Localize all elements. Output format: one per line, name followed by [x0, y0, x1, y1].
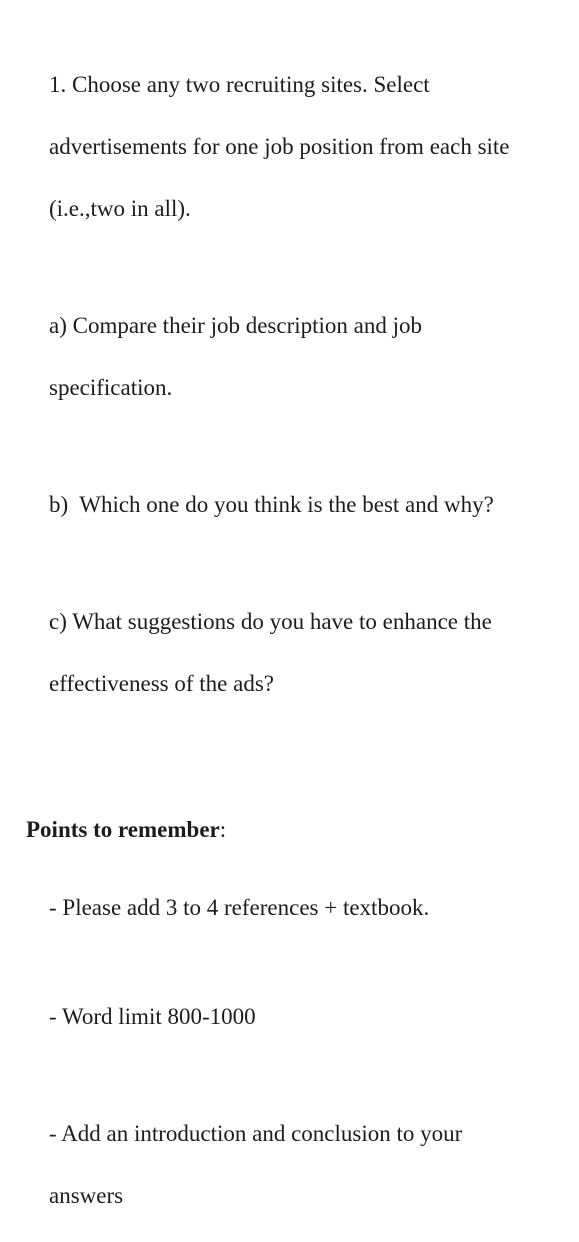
- part-a-line-2: specification.: [49, 375, 173, 400]
- question-1: [26, 38, 556, 255]
- question-1-line-1: 1. Choose any two recruiting sites. Select: [49, 72, 430, 97]
- points-item-1: [26, 861, 556, 954]
- part-a: [26, 279, 556, 434]
- points-item-3-line-2: answers: [49, 1183, 124, 1208]
- part-c: [26, 575, 556, 730]
- question-1-line-3: (i.e.,two in all).: [49, 196, 191, 221]
- points-heading-colon: :: [219, 817, 227, 842]
- part-b-line-1: b) Which one do you think is the best and why?: [49, 492, 494, 517]
- points-item-2-text: - Word limit 800-1000: [49, 1004, 256, 1029]
- points-item-3-line-1: - Add an introduction and conclusion to your: [49, 1121, 463, 1146]
- question-1-line-2: advertisements for one job position from each site: [49, 134, 510, 159]
- points-item-3: [26, 1087, 556, 1242]
- part-c-line-2: effectiveness of the ads?: [49, 671, 275, 696]
- points-item-2: [26, 970, 556, 1063]
- points-heading: [26, 814, 556, 845]
- part-c-line-1: c) What suggestions do you have to enhance the: [49, 609, 492, 634]
- points-heading-text: Points to remember: [26, 817, 220, 842]
- part-a-line-1: a) Compare their job description and job: [49, 313, 423, 338]
- document-body: [26, 38, 556, 1242]
- points-item-1-text: - Please add 3 to 4 references + textbook.: [49, 895, 430, 920]
- part-b: [26, 458, 556, 551]
